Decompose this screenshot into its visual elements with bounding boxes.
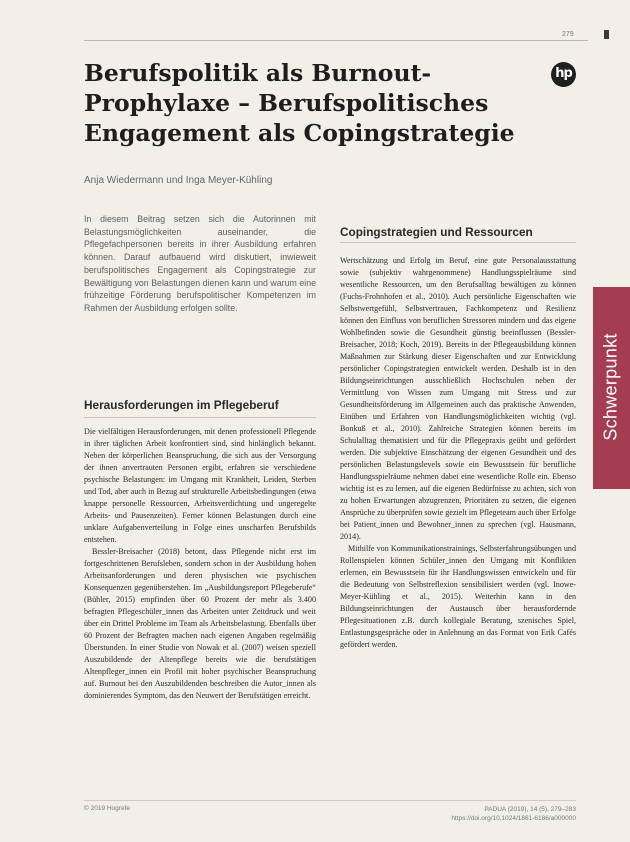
title-line-2: Prophylaxe – Berufspolitisches bbox=[84, 89, 489, 117]
left-paragraph-1: Die vielfältigen Herausforderungen, mit denen professionell Pflegende in ihrer täglichen Arbeit konfrontiert sind, sind hinlänglich bekannt. Neben der körperlichen Beanspruchung, die sich aus der Versorgung der ihnen anvertrauten Personen ergibt, erfahren sie verschiedene psychische Belastungen: im Umgang mit Krankheit, Leiden, Sterben und Tod, aber auch in Bezug auf strukturelle Arbeitsbedingungen (etwa knappe personelle Ressourcen, Arbeitsverdichtung und ungeregelte Arbeits- und Pausenzeiten). Ferner können Belastungen durch eine unklare Aufgabenverteilung in Folge eines unscharfen Berufsbilds entstehen. bbox=[84, 427, 316, 544]
hogrefe-logo-icon: hp bbox=[551, 62, 576, 87]
article-authors: Anja Wiedermann und Inga Meyer-Kühling bbox=[84, 175, 273, 186]
article-title bbox=[84, 58, 554, 148]
heading-rule-right bbox=[340, 242, 576, 243]
footer-copyright: © 2019 Hogrefe bbox=[84, 805, 130, 812]
title-line-3: Engagement als Copingstrategie bbox=[84, 119, 515, 147]
article-abstract: In diesem Beitrag setzen sich die Autorinnen mit Belastungsmöglichkeiten auseinander, die Pflegefachpersonen bereits in ihrer Ausbildung erfahren können. Darauf aufbauend wird diskutiert, inwieweit berufspolitisches Engagement als Copingstrategie zur Bewältigung von Belastungen dienen kann und warum eine frühzeitige Förderung berufspolitischer Kompetenzen im Rahmen der Ausbildung erfolgen sollte. bbox=[84, 214, 316, 313]
left-paragraph-2: Bessler-Breisacher (2018) betont, dass Pflegende nicht erst im fortgeschrittenen Berufsleben, sondern schon in der Ausbildung hohen Arbeitsanforderungen und deren physischen wie psychischen Konsequenzen gegenüberstehen. Im „Ausbildungsreport Pflegeberufe“ (Bühler, 2015) empfinden über 60 Prozent der mehr als 3.400 befragten Pflegeschüler_innen das Arbeiten unter Zeitdruck und weit über ein Drittel Probleme im Team als Arbeitsbelastung. Ebenfalls über 60 Prozent der Befragten machen nach eigenen Angaben regelmäßig Überstunden. In einer Studie von Nowak et al. (2007) weisen speziell Auszubildende der Altenpflege bereits wie die berufstätigen Altenpfleger_innen ein Profil mit hoher psychischer Beanspruchung auf. Burnout bei den Auszubildenden beschreiben die Autor_innen als dominierendes Symptom, das den Neuwert der Berufstätigen erreicht. bbox=[84, 547, 316, 700]
footer-citation bbox=[420, 805, 576, 823]
page-number: 279 bbox=[562, 31, 574, 38]
footer-rule bbox=[84, 800, 576, 801]
right-column-body bbox=[340, 255, 576, 651]
section-heading-challenges: Herausforderungen im Pflegeberuf bbox=[84, 398, 279, 412]
section-tab bbox=[593, 287, 630, 489]
left-column-body bbox=[84, 426, 316, 702]
section-heading-coping: Copingstrategien und Ressourcen bbox=[340, 225, 533, 239]
right-paragraph-2: Mithilfe von Kommunikationstrainings, Selbsterfahrungsübungen und Rollenspielen können Schüler_innen den Umgang mit Konflikten erlernen, ein Bewusstsein für ihr Handlungswissen entwickeln und für die Bedeutung von Selbstreflexion sensibilisiert werden (vgl. Inowe-Meyer-Kühling et al., 2015). Weiterhin kann in den Bildungseinrichtungen der Austausch über herausfordernde Pflegesituationen z.B. durch kollegiale Beratung, szenisches Spiel, Entlastungsgespräche oder in Anlehnung an das Format von Erik Cafés gefördert werden. bbox=[340, 544, 576, 649]
title-line-1: Berufspolitik als Burnout- bbox=[84, 59, 432, 87]
header-marker bbox=[604, 30, 609, 39]
heading-rule-left bbox=[84, 417, 316, 418]
footer-doi: https://doi.org/10.1024/1861-6186/a000000 bbox=[451, 815, 576, 822]
footer-journal: PADUA (2019), 14 (5), 279–283 bbox=[484, 806, 576, 813]
section-tab-label: Schwerpunkt bbox=[600, 333, 621, 441]
header-rule bbox=[84, 40, 588, 41]
right-paragraph-1: Wertschätzung und Erfolg im Beruf, eine gute Personalausstattung sowie (subjektiv wahrgenommene) Handlungsspielräume sind wesentliche Ressourcen, um den Berufsalltag bewältigen zu können (Fuchs-Frohnhofen et al., 2010). Auch persönliche Eigenschaften wie Selbstwertgefühl, Selbstvertrauen, Fachkompetenz und Resilienz können den Einfluss von beruflichen Stressoren mindern und das eigene Wohlbefinden sowie die Gesundheit günstig beeinflussen (Bessler-Breisacher, 2018; Koch, 2019). Bereits in der Pflegeausbildung können Maßnahmen zur Stärkung dieser Eigenschaften und zur Entwicklung persönlicher Copingstrategien entwickelt werden. Deshalb ist in den Bildungseinrichtungen ausschließlich Hochschulen neben der Vermittlung von Wissen zum Umgang mit Stress und zur Gesundheitsförderung im Allgemeinen auch das praktische Anwenden, Einüben und Erfahren von Handlungsmöglichkeiten wichtig (vgl. Bonkuß et al., 2010). Zahlreiche Strategien können bereits im Schulalltag thematisiert und für die Pflegepraxis geübt und gefördert werden. Die subjektive Einschätzung der eigenen Gesundheit und des persönlichen Belastungslevels sowie ein Bewusstsein für berufliche Handlungsspielräume nehmen dabei eine wesentliche Rolle ein. Ebenso wichtig ist es zu lernen, auf die eigenen Bedürfnisse zu achten, sich von zu hohen Erwartungen abzugrenzen, Prioritäten zu setzen, die eigenen Ansprüche zu überprüfen sowie gezielt im Pflegeteam auch über Erfolge bei Patient_innen und Bewohner_innen zu sprechen (vgl. Hausmann, 2014). bbox=[340, 256, 576, 541]
